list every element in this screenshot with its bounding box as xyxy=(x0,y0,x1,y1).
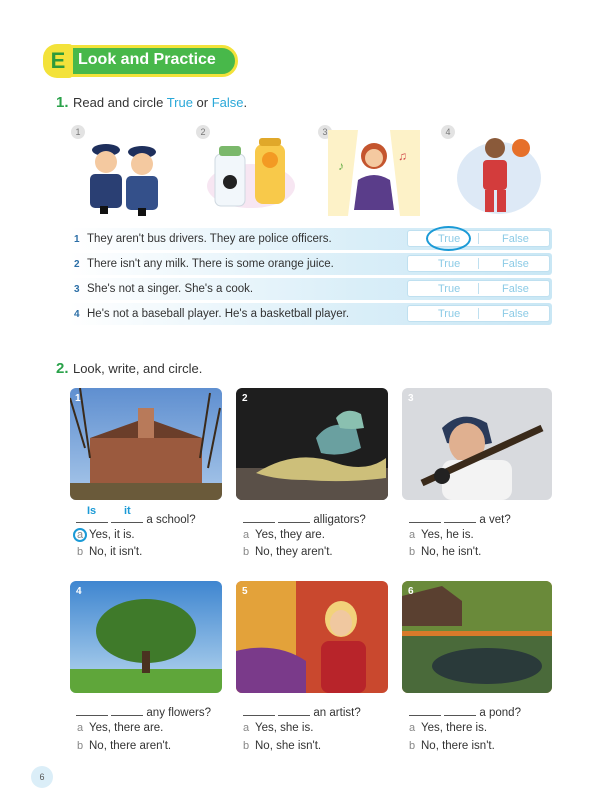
true-option[interactable]: True xyxy=(438,283,461,295)
photo-number: 2 xyxy=(242,393,248,404)
true-option[interactable]: True xyxy=(438,308,461,320)
option-b-text: No, it isn't. xyxy=(89,546,143,558)
handwritten-answer: it xyxy=(124,505,131,517)
divider xyxy=(478,308,479,319)
q2-instruction: 2. Look, write, and circle. xyxy=(56,360,203,377)
answer-blank[interactable] xyxy=(76,703,108,716)
section-letter: E xyxy=(43,44,73,78)
item-2-question: alligators? xyxy=(243,510,366,526)
q1-instruction: 1. Read and circle True or False. xyxy=(56,94,248,111)
page-number: 6 xyxy=(31,766,53,788)
photo-number: 3 xyxy=(408,393,414,404)
answer-blank[interactable] xyxy=(409,703,441,716)
item-6-question: a pond? xyxy=(409,703,521,719)
option-a[interactable]: a xyxy=(243,722,250,734)
true-option[interactable]: True xyxy=(438,258,461,270)
police-officers-icon xyxy=(80,130,170,216)
option-a-text: Yes, there is. xyxy=(421,722,488,734)
option-b[interactable]: b xyxy=(409,740,416,752)
option-a[interactable]: a xyxy=(77,722,84,734)
item-1-question: a school? xyxy=(76,510,196,526)
option-b[interactable]: b xyxy=(243,740,250,752)
divider xyxy=(478,283,479,294)
pond-photo xyxy=(402,581,552,693)
picture-number: 2 xyxy=(196,125,210,139)
option-b-text: No, there isn't. xyxy=(421,740,495,752)
false-option[interactable]: False xyxy=(502,283,529,295)
statement-text: There isn't any milk. There is some orange juice. xyxy=(87,258,334,270)
option-b-text: No, they aren't. xyxy=(255,546,333,558)
true-word: True xyxy=(166,95,193,110)
statement-text: He's not a baseball player. He's a basketball player. xyxy=(87,308,350,320)
school-photo xyxy=(70,388,222,500)
answer-blank[interactable] xyxy=(444,703,476,716)
option-a[interactable]: a xyxy=(409,722,416,734)
photo-number: 1 xyxy=(75,393,81,404)
false-option[interactable]: False xyxy=(502,233,529,245)
false-word: False xyxy=(211,95,244,110)
alligators-photo xyxy=(236,388,388,500)
section-title: Look and Practice xyxy=(78,51,216,68)
picture-number: 1 xyxy=(71,125,85,139)
option-b[interactable]: b xyxy=(409,546,416,558)
photo-number: 5 xyxy=(242,586,248,597)
option-b[interactable]: b xyxy=(77,546,84,558)
option-a[interactable]: a xyxy=(243,529,250,541)
svg-text:♫: ♫ xyxy=(398,149,407,163)
picture-number: 3 xyxy=(318,125,332,139)
statement-number: 3 xyxy=(74,284,80,295)
statement-text: She's not a singer. She's a cook. xyxy=(87,283,254,295)
answer-blank[interactable] xyxy=(278,510,310,523)
statement-text: They aren't bus drivers. They are police officers. xyxy=(87,233,332,245)
answer-circle xyxy=(426,226,471,251)
basketball-player-icon xyxy=(455,130,547,216)
baseball-player-photo xyxy=(402,388,552,500)
true-option[interactable]: True xyxy=(438,233,461,245)
q1-number: 1. xyxy=(56,94,69,111)
item-3-question: a vet? xyxy=(409,510,511,526)
divider xyxy=(478,233,479,244)
option-a-text: Yes, they are. xyxy=(255,529,325,541)
photo-number: 4 xyxy=(76,586,82,597)
statement-number: 1 xyxy=(74,234,80,245)
item-5-question: an artist? xyxy=(243,703,361,719)
option-a-text: Yes, he is. xyxy=(421,529,474,541)
tree-photo xyxy=(70,581,222,693)
photo-number: 6 xyxy=(408,586,414,597)
answer-blank[interactable] xyxy=(278,703,310,716)
option-a-text: Yes, she is. xyxy=(255,722,314,734)
statement-number: 4 xyxy=(74,309,80,320)
false-option[interactable]: False xyxy=(502,308,529,320)
answer-blank[interactable] xyxy=(111,703,143,716)
option-a[interactable]: a xyxy=(409,529,416,541)
svg-text:♪: ♪ xyxy=(338,159,344,173)
option-b-text: No, she isn't. xyxy=(255,740,322,752)
milk-juice-icon xyxy=(205,134,297,214)
picture-number: 4 xyxy=(441,125,455,139)
option-b[interactable]: b xyxy=(77,740,84,752)
answer-blank[interactable] xyxy=(409,510,441,523)
q2-number: 2. xyxy=(56,360,69,377)
answer-blank[interactable] xyxy=(444,510,476,523)
singer-icon xyxy=(328,130,420,216)
option-a[interactable]: a xyxy=(77,529,84,541)
option-a-text: Yes, it is. xyxy=(89,529,135,541)
answer-blank[interactable] xyxy=(243,703,275,716)
divider xyxy=(478,258,479,269)
option-b-text: No, he isn't. xyxy=(421,546,482,558)
handwritten-answer: Is xyxy=(87,505,97,517)
statement-number: 2 xyxy=(74,259,80,270)
artist-photo xyxy=(236,581,388,693)
option-b-text: No, there aren't. xyxy=(89,740,172,752)
item-4-question: any flowers? xyxy=(76,703,211,719)
option-a-text: Yes, there are. xyxy=(89,722,164,734)
false-option[interactable]: False xyxy=(502,258,529,270)
answer-blank[interactable] xyxy=(243,510,275,523)
option-b[interactable]: b xyxy=(243,546,250,558)
